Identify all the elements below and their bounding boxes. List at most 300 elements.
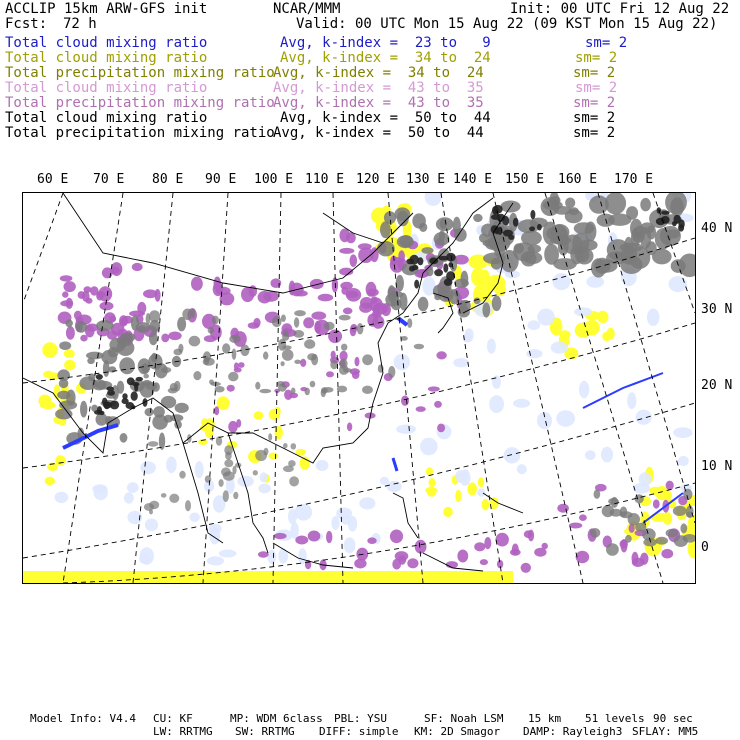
field-patch — [678, 456, 689, 466]
field-patch — [161, 367, 171, 373]
field-patch — [453, 358, 468, 367]
surface-scheme: SF: Noah LSM — [424, 712, 504, 725]
field-patch — [315, 321, 321, 333]
longitude-label: 160 E — [558, 172, 598, 187]
longitude-label: 110 E — [305, 172, 345, 187]
field-patch — [148, 441, 159, 447]
legend-level-range: Avg, k-index = 34 to 24 — [273, 65, 484, 81]
field-patch — [434, 401, 442, 408]
field-patch — [170, 383, 178, 391]
longitude-label: 90 E — [205, 172, 237, 187]
field-patch — [489, 395, 504, 413]
field-patch — [341, 344, 347, 351]
latitude-label: 10 N — [701, 459, 733, 474]
field-patch — [191, 308, 195, 318]
legend-smoothing: sm= 2 — [573, 110, 616, 126]
field-patch — [96, 374, 103, 380]
field-patch — [439, 256, 449, 261]
field-patch — [232, 349, 237, 360]
legend-smoothing: sm= 2 — [573, 65, 616, 81]
field-patch — [392, 559, 401, 570]
field-patch — [234, 367, 242, 372]
field-patch — [137, 302, 146, 314]
field-patch — [482, 302, 490, 317]
field-patch — [438, 286, 454, 302]
field-patch — [524, 530, 533, 538]
model-version: Model Info: V4.4 — [30, 712, 136, 725]
legend-level-range: Avg, k-index = 50 to 44 — [273, 125, 484, 141]
field-patch — [359, 303, 372, 313]
field-patch — [57, 369, 70, 381]
field-patch — [274, 533, 287, 539]
legend-field-name: Total precipitation mixing ratio — [5, 125, 275, 141]
legend-field-name: Total cloud mixing ratio — [5, 110, 208, 126]
field-patch — [673, 427, 692, 438]
legend-level-range: Avg, k-index = 34 to 24 — [280, 50, 491, 66]
field-patch — [269, 409, 280, 421]
field-patch — [494, 205, 503, 214]
forecast-fields — [23, 193, 695, 583]
field-patch — [66, 390, 75, 406]
legend-field-name: Total precipitation mixing ratio — [5, 65, 275, 81]
field-patch — [358, 243, 372, 250]
grid-line — [23, 193, 63, 303]
field-patch — [293, 330, 304, 338]
field-patch — [434, 232, 450, 246]
coastline — [63, 193, 413, 293]
legend-field-name: Total precipitation mixing ratio — [5, 95, 275, 111]
field-patch — [215, 386, 225, 392]
field-patch — [510, 549, 521, 556]
surface-layer-scheme: SFLAY: MM5 — [632, 725, 699, 738]
legend-field-name: Total cloud mixing ratio — [5, 80, 208, 96]
field-patch — [45, 477, 55, 485]
field-patch — [86, 352, 104, 360]
field-patch — [420, 438, 438, 456]
field-patch — [428, 386, 440, 391]
field-patch — [401, 336, 408, 341]
field-patch — [295, 536, 308, 545]
field-patch — [94, 410, 103, 415]
field-patch — [473, 214, 482, 222]
field-patch — [367, 289, 379, 297]
field-patch — [484, 537, 491, 549]
longitude-label: 70 E — [93, 172, 125, 187]
field-patch — [661, 549, 673, 559]
field-patch — [296, 449, 306, 455]
legend-smoothing: sm= 2 — [575, 80, 618, 96]
field-patch — [627, 392, 636, 409]
latitude-label: 40 N — [701, 221, 733, 236]
field-patch — [283, 443, 288, 448]
field-patch — [477, 489, 485, 497]
field-patch — [310, 381, 316, 388]
km-scheme: KM: 2D Smagor — [414, 725, 501, 738]
legend-field-name: Total cloud mixing ratio — [5, 35, 208, 51]
field-patch — [219, 479, 224, 487]
field-patch — [517, 464, 527, 474]
field-patch — [537, 224, 542, 231]
field-patch — [23, 571, 513, 583]
longitude-label: 80 E — [152, 172, 184, 187]
field-patch — [487, 339, 496, 354]
field-patch — [228, 421, 238, 433]
field-patch — [64, 281, 76, 292]
field-patch — [228, 372, 238, 382]
field-patch — [492, 296, 502, 312]
longitude-label: 60 E — [37, 172, 69, 187]
field-patch — [80, 401, 87, 418]
field-patch — [331, 516, 339, 530]
field-patch — [437, 424, 445, 433]
field-patch — [686, 506, 694, 518]
field-patch — [289, 281, 296, 296]
field-patch — [283, 345, 292, 349]
field-patch — [294, 317, 299, 327]
field-patch — [272, 316, 282, 327]
field-patch — [594, 490, 601, 499]
organization: NCAR/MMM — [273, 1, 341, 17]
field-patch — [639, 472, 652, 486]
field-patch — [161, 334, 169, 343]
field-patch — [238, 362, 245, 368]
field-patch — [620, 511, 633, 518]
legend-smoothing: sm= 2 — [575, 50, 618, 66]
legend-level-range: Avg, k-index = 23 to 9 — [280, 35, 491, 51]
field-patch — [253, 470, 258, 475]
field-patch — [636, 410, 652, 425]
field-patch — [386, 481, 401, 492]
field-patch — [678, 224, 684, 231]
field-patch — [60, 275, 73, 281]
field-patch — [425, 193, 442, 206]
field-patch — [209, 524, 222, 534]
field-patch — [585, 222, 597, 242]
field-patch — [579, 240, 597, 251]
field-patch — [367, 537, 376, 544]
field-patch — [263, 352, 268, 360]
field-patch — [414, 280, 419, 289]
field-patch — [601, 447, 613, 463]
field-patch — [443, 507, 453, 517]
field-patch — [653, 499, 660, 508]
field-patch — [281, 315, 286, 322]
field-patch — [590, 528, 600, 538]
field-patch — [90, 286, 99, 295]
vertical-levels: 51 levels — [585, 712, 645, 725]
field-patch — [457, 550, 468, 563]
field-patch — [521, 563, 531, 573]
field-patch — [326, 371, 334, 377]
field-patch — [330, 360, 338, 369]
field-patch — [556, 410, 575, 427]
field-patch — [146, 313, 151, 325]
field-patch — [64, 350, 75, 358]
cumulus-scheme: CU: KF — [153, 712, 193, 725]
field-patch — [149, 332, 158, 345]
longwave-scheme: LW: RRTMG — [153, 725, 213, 738]
field-patch — [55, 492, 69, 503]
field-patch — [443, 263, 448, 272]
field-patch — [291, 443, 297, 449]
field-patch — [455, 470, 467, 483]
field-patch — [421, 247, 433, 254]
field-patch — [191, 277, 203, 291]
field-patch — [347, 422, 352, 431]
field-patch — [166, 457, 177, 474]
coastline — [228, 313, 403, 463]
longitude-label: 150 E — [505, 172, 545, 187]
field-patch — [145, 408, 154, 416]
field-patch — [111, 262, 122, 276]
field-patch — [395, 207, 411, 221]
field-patch — [311, 312, 326, 320]
field-patch — [193, 371, 201, 380]
field-patch — [426, 267, 433, 277]
field-patch — [78, 291, 85, 299]
forecast-hour: 72 h — [63, 16, 97, 32]
field-patch — [278, 384, 287, 392]
field-patch — [436, 351, 446, 359]
legend-level-range: Avg, k-index = 43 to 35 — [273, 95, 484, 111]
pbl-scheme: PBL: YSU — [334, 712, 387, 725]
init-time: Init: 00 UTC Fri 12 Aug 22 — [510, 1, 730, 17]
field-patch — [249, 285, 258, 297]
field-patch — [109, 316, 116, 323]
field-patch — [666, 481, 674, 491]
field-patch — [233, 492, 238, 499]
field-patch — [394, 354, 410, 370]
field-patch — [119, 357, 135, 374]
field-patch — [207, 556, 224, 565]
field-patch — [372, 310, 382, 318]
field-patch — [308, 531, 321, 542]
field-patch — [310, 279, 324, 289]
field-patch — [454, 228, 467, 242]
field-patch — [401, 396, 409, 406]
field-patch — [141, 363, 149, 373]
field-patch — [467, 482, 477, 495]
field-patch — [425, 487, 437, 494]
field-patch — [39, 395, 52, 407]
field-patch — [96, 320, 114, 331]
field-patch — [153, 406, 165, 417]
shortwave-scheme: SW: RRTMG — [235, 725, 295, 738]
forecast-label: Fcst: — [5, 16, 48, 32]
field-patch — [640, 198, 651, 211]
field-patch — [494, 241, 505, 258]
field-patch — [136, 377, 143, 381]
field-patch — [224, 459, 233, 467]
field-patch — [359, 497, 375, 509]
field-patch — [208, 327, 214, 333]
field-patch — [400, 293, 408, 311]
field-patch — [478, 477, 484, 487]
legend-level-range: Avg, k-index = 50 to 44 — [280, 110, 491, 126]
field-patch — [108, 366, 116, 372]
field-patch — [278, 548, 288, 564]
field-patch — [139, 554, 151, 564]
field-patch — [59, 341, 71, 350]
field-patch — [479, 233, 488, 242]
field-patch — [268, 453, 278, 460]
field-patch — [407, 558, 418, 568]
field-patch — [414, 344, 424, 350]
field-patch — [132, 263, 143, 271]
field-patch — [131, 315, 139, 330]
field-patch — [513, 399, 530, 408]
field-patch — [260, 472, 268, 482]
field-patch — [117, 340, 135, 356]
field-patch — [254, 411, 264, 419]
field-patch — [409, 266, 415, 272]
field-patch — [143, 374, 149, 379]
legend-smoothing: sm= 2 — [573, 125, 616, 141]
field-patch — [646, 241, 657, 255]
field-patch — [579, 514, 587, 521]
field-patch — [253, 318, 260, 327]
legend-level-range: Avg, k-index = 43 to 35 — [273, 80, 484, 96]
field-patch — [597, 311, 608, 323]
field-patch — [263, 291, 279, 302]
field-patch — [190, 513, 200, 522]
field-patch — [316, 460, 329, 471]
field-patch — [416, 406, 426, 412]
field-patch — [42, 342, 57, 358]
field-patch — [344, 537, 356, 553]
field-patch — [328, 330, 342, 344]
field-patch — [195, 461, 204, 478]
field-patch — [551, 342, 568, 354]
microphysics-scheme: MP: WDM 6class — [230, 712, 323, 725]
field-patch — [362, 386, 373, 394]
field-patch — [482, 499, 490, 511]
field-patch — [92, 484, 107, 493]
field-patch — [232, 466, 236, 475]
longitude-label: 140 E — [453, 172, 493, 187]
field-patch — [529, 226, 535, 231]
field-patch — [321, 389, 326, 397]
field-patch — [170, 414, 183, 421]
field-patch — [346, 291, 359, 298]
field-patch — [326, 531, 332, 543]
field-patch — [605, 193, 626, 215]
field-patch — [204, 335, 217, 342]
field-patch — [380, 477, 389, 485]
field-patch — [632, 558, 645, 567]
field-patch — [513, 218, 519, 227]
field-patch — [65, 319, 73, 327]
field-patch — [219, 550, 237, 558]
field-patch — [204, 356, 209, 365]
coastline — [183, 423, 268, 553]
field-patch — [258, 551, 269, 557]
field-patch — [75, 321, 87, 332]
field-patch — [255, 450, 267, 461]
field-patch — [537, 309, 555, 326]
field-patch — [551, 224, 567, 244]
field-patch — [348, 516, 357, 532]
field-patch — [255, 382, 260, 390]
field-patch — [212, 316, 219, 325]
field-patch — [504, 447, 521, 463]
field-patch — [161, 493, 167, 498]
field-patch — [86, 298, 93, 304]
field-patch — [168, 332, 181, 341]
field-patch — [576, 551, 590, 563]
field-patch — [143, 289, 157, 298]
field-patch — [131, 391, 138, 401]
field-patch — [103, 402, 112, 409]
field-patch — [399, 235, 413, 247]
field-patch — [583, 373, 663, 408]
field-patch — [388, 366, 395, 378]
field-patch — [221, 467, 231, 476]
field-patch — [222, 343, 230, 353]
field-patch — [407, 318, 412, 328]
field-patch — [209, 379, 214, 384]
field-patch — [396, 275, 404, 292]
field-patch — [108, 347, 119, 357]
field-patch — [594, 258, 610, 274]
field-patch — [418, 297, 429, 312]
field-patch — [673, 506, 687, 516]
field-patch — [64, 360, 76, 371]
field-patch — [283, 466, 294, 473]
field-patch — [169, 494, 179, 503]
field-patch — [268, 433, 272, 440]
field-patch — [107, 390, 115, 396]
field-patch — [663, 512, 672, 525]
field-patch — [455, 490, 461, 502]
field-patch — [324, 322, 335, 330]
field-patch — [412, 213, 426, 228]
field-patch — [543, 200, 563, 210]
field-patch — [295, 290, 308, 296]
field-patch — [227, 385, 235, 392]
field-patch — [144, 503, 154, 511]
latitude-label: 30 N — [701, 302, 733, 317]
field-patch — [229, 335, 240, 343]
field-patch — [492, 375, 501, 388]
field-patch — [66, 298, 73, 309]
field-patch — [579, 381, 589, 398]
longitude-label: 130 E — [406, 172, 446, 187]
field-patch — [647, 309, 660, 326]
diffusion-scheme: DIFF: simple — [319, 725, 399, 738]
field-patch — [557, 504, 569, 513]
field-patch — [224, 445, 233, 455]
forecast-map — [22, 192, 696, 584]
valid-time: Valid: 00 UTC Mon 15 Aug 22 (09 KST Mon 15 Aug 22) — [296, 16, 718, 32]
field-patch — [454, 279, 469, 288]
field-patch — [350, 254, 358, 267]
longitude-label: 120 E — [356, 172, 396, 187]
damping-scheme: DAMP: Rayleigh3 — [523, 725, 623, 738]
latitude-label: 20 N — [701, 378, 733, 393]
field-patch — [357, 323, 364, 334]
field-patch — [343, 308, 353, 315]
grid-line — [441, 193, 503, 583]
field-patch — [66, 326, 75, 340]
field-patch — [300, 359, 306, 367]
field-patch — [143, 382, 151, 386]
field-patch — [339, 315, 351, 321]
field-patch — [480, 559, 488, 565]
field-patch — [140, 461, 156, 474]
field-patch — [179, 471, 185, 479]
field-patch — [434, 269, 443, 276]
